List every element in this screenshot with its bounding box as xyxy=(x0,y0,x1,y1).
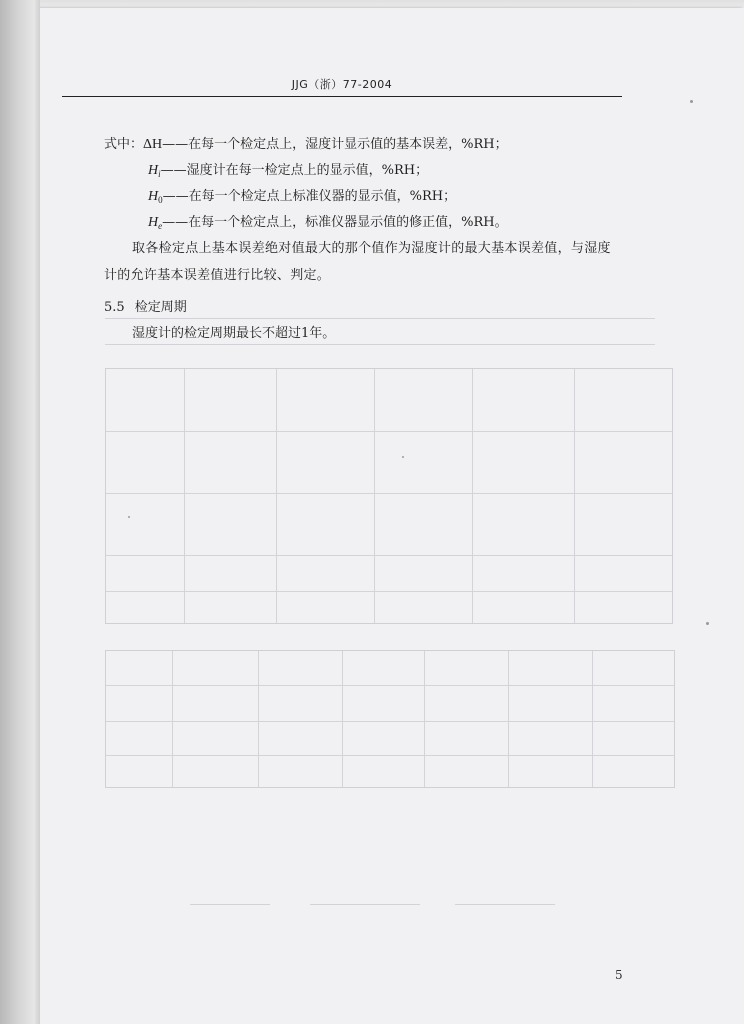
formula-definition-he xyxy=(148,215,508,234)
ghost-rule xyxy=(455,904,555,905)
delta-h-symbol: ΔH xyxy=(143,137,163,152)
section-title: 检定周期 xyxy=(134,300,187,315)
section-number: 5.5 xyxy=(104,300,125,315)
ghost-rule xyxy=(190,904,270,905)
page-number: 5 xyxy=(615,968,623,982)
ghost-rule xyxy=(105,344,655,345)
he-symbol: $H_e$ xyxy=(148,215,163,231)
paragraph-line-2: 计的允许基本误差值进行比较、判定。 xyxy=(104,268,331,283)
document-code-header: JJG（浙）77-2004 xyxy=(291,78,393,91)
ghost-rule xyxy=(105,318,655,319)
formula-definition-hi xyxy=(148,163,428,182)
period-text: 湿度计的检定周期最长不超过1年。 xyxy=(132,326,336,341)
section-heading xyxy=(104,300,187,316)
delta-h-definition: ——在每一个检定点上，湿度计显示值的基本误差，%RH； xyxy=(162,137,508,152)
ghost-table-1 xyxy=(105,368,673,624)
hi-definition: ——湿度计在每一检定点上的显示值，%RH； xyxy=(160,163,429,178)
formula-definition-delta xyxy=(104,137,508,153)
h0-definition: ——在每一个检定点上标准仪器的显示值，%RH； xyxy=(162,189,457,204)
page-binding xyxy=(0,0,40,1024)
page-top-edge xyxy=(40,0,744,8)
he-definition: ——在每一个检定点上，标准仪器显示值的修正值，%RH。 xyxy=(162,215,508,230)
formula-definition-h0 xyxy=(148,189,456,208)
h0-symbol: $H_0$ xyxy=(148,189,163,205)
formula-prefix: 式中： xyxy=(104,137,144,152)
scan-speck xyxy=(402,456,404,458)
ghost-table-2 xyxy=(105,650,675,788)
scan-speck xyxy=(690,100,693,103)
paragraph-line-1: 取各检定点上基本误差绝对值最大的那个值作为湿度计的最大基本误差值，与湿度 xyxy=(132,241,611,256)
ghost-rule xyxy=(310,904,420,905)
hi-symbol: $H_i$ xyxy=(148,163,161,179)
scan-speck xyxy=(706,622,709,625)
scan-speck xyxy=(128,516,130,518)
header-rule xyxy=(62,96,622,97)
